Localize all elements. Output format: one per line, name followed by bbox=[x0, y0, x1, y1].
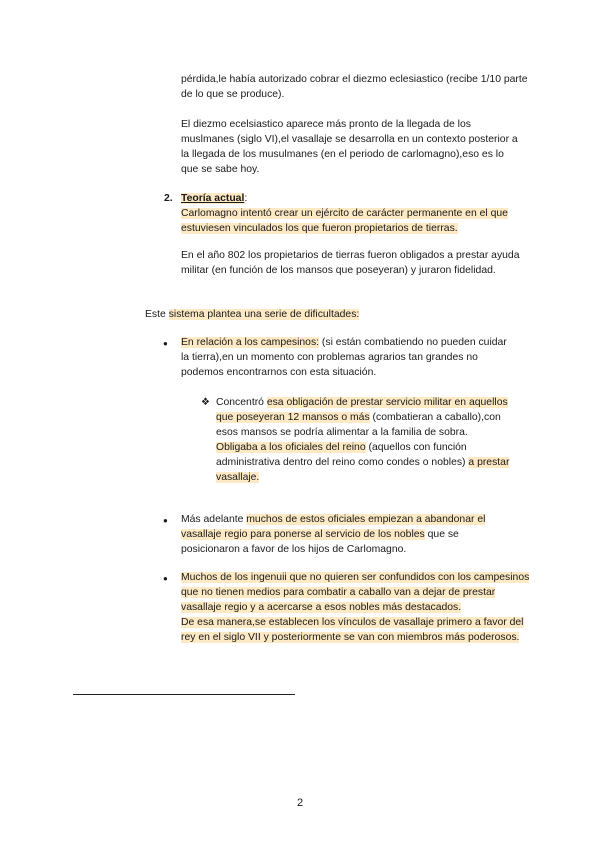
bullet-ingenuii: Muchos de los ingenuii que no quieren ser confundidos con los campesinos que no tienen medios para combatir a caballo van a dejar de prestar vasallaje regio y a acercarse a esos nobles más destacados. De esa manera,se establecen los vínculos de vasallaje primero a favor del rey en el siglo VII y posteriormente se van con miembros más poderosos. bbox=[181, 572, 530, 643]
paragraph-diezmo-origin: El diezmo ecelsiastico aparece más pronto de la llegada de los muslmanes (siglo VI),el vasallaje se desarrolla en un contexto posterior a la llegada de los musulmanes (en el periodo de carlomagno),eso es lo que se sabe hoy. bbox=[181, 119, 518, 175]
list-number-2: 2. bbox=[164, 193, 173, 204]
paragraph-802: En el año 802 los propietarios de tierras fueron obligados a prestar ayuda militar (en función de los mansos que poseyeran) y juraron fidelidad. bbox=[181, 250, 520, 276]
sub-bullet-icon: ❖ bbox=[201, 397, 210, 408]
bullet-campesinos: En relación a los campesinos: (si están combatiendo no pueden cuidar la tierra),en un momento con problemas agrarios tan grandes no podemos encontrarnos con esta situación. bbox=[181, 337, 507, 378]
paragraph-dificultades-intro: Este sistema plantea una serie de dificultades: bbox=[145, 309, 360, 320]
footnote-separator bbox=[73, 694, 295, 695]
theory-current-text: Carlomagno intentó crear un ejército de carácter permanente en el que estuviesen vinculados los que fueron propietarios de tierras. bbox=[181, 208, 508, 234]
bullet-mas-adelante: Más adelante muchos de estos oficiales empiezan a abandonar el vasallaje regio para ponerse al servicio de los nobles que se posicionaron a favor de los hijos de Carlomagno. bbox=[181, 514, 486, 555]
bullet-icon: ● bbox=[163, 339, 168, 348]
theory-current-item: Teoría actual: Carlomagno intentó crear un ejército de carácter permanente en el que estuviesen vinculados los que fueron propietarios de tierras. bbox=[181, 193, 508, 234]
sub-bullet-concentro: Concentró esa obligación de prestar servicio militar en aquellos que poseyeran 12 mansos o más (combatieran a caballo),con esos mansos se podría alimentar a la familia de sobra. Obligaba a los oficiales del reino (aquellos con función administrativa dentro del reino como condes o nobles) a prestar vasallaje. bbox=[216, 397, 510, 483]
bullet-icon: ● bbox=[163, 516, 168, 525]
page-number: 2 bbox=[296, 797, 304, 809]
theory-current-heading: Teoría actual bbox=[181, 193, 245, 204]
bullet-icon: ● bbox=[163, 574, 168, 583]
paragraph-diezmo-intro: pérdida,le había autorizado cobrar el diezmo eclesiastico (recibe 1/10 parte de lo que se produce). bbox=[181, 74, 528, 100]
